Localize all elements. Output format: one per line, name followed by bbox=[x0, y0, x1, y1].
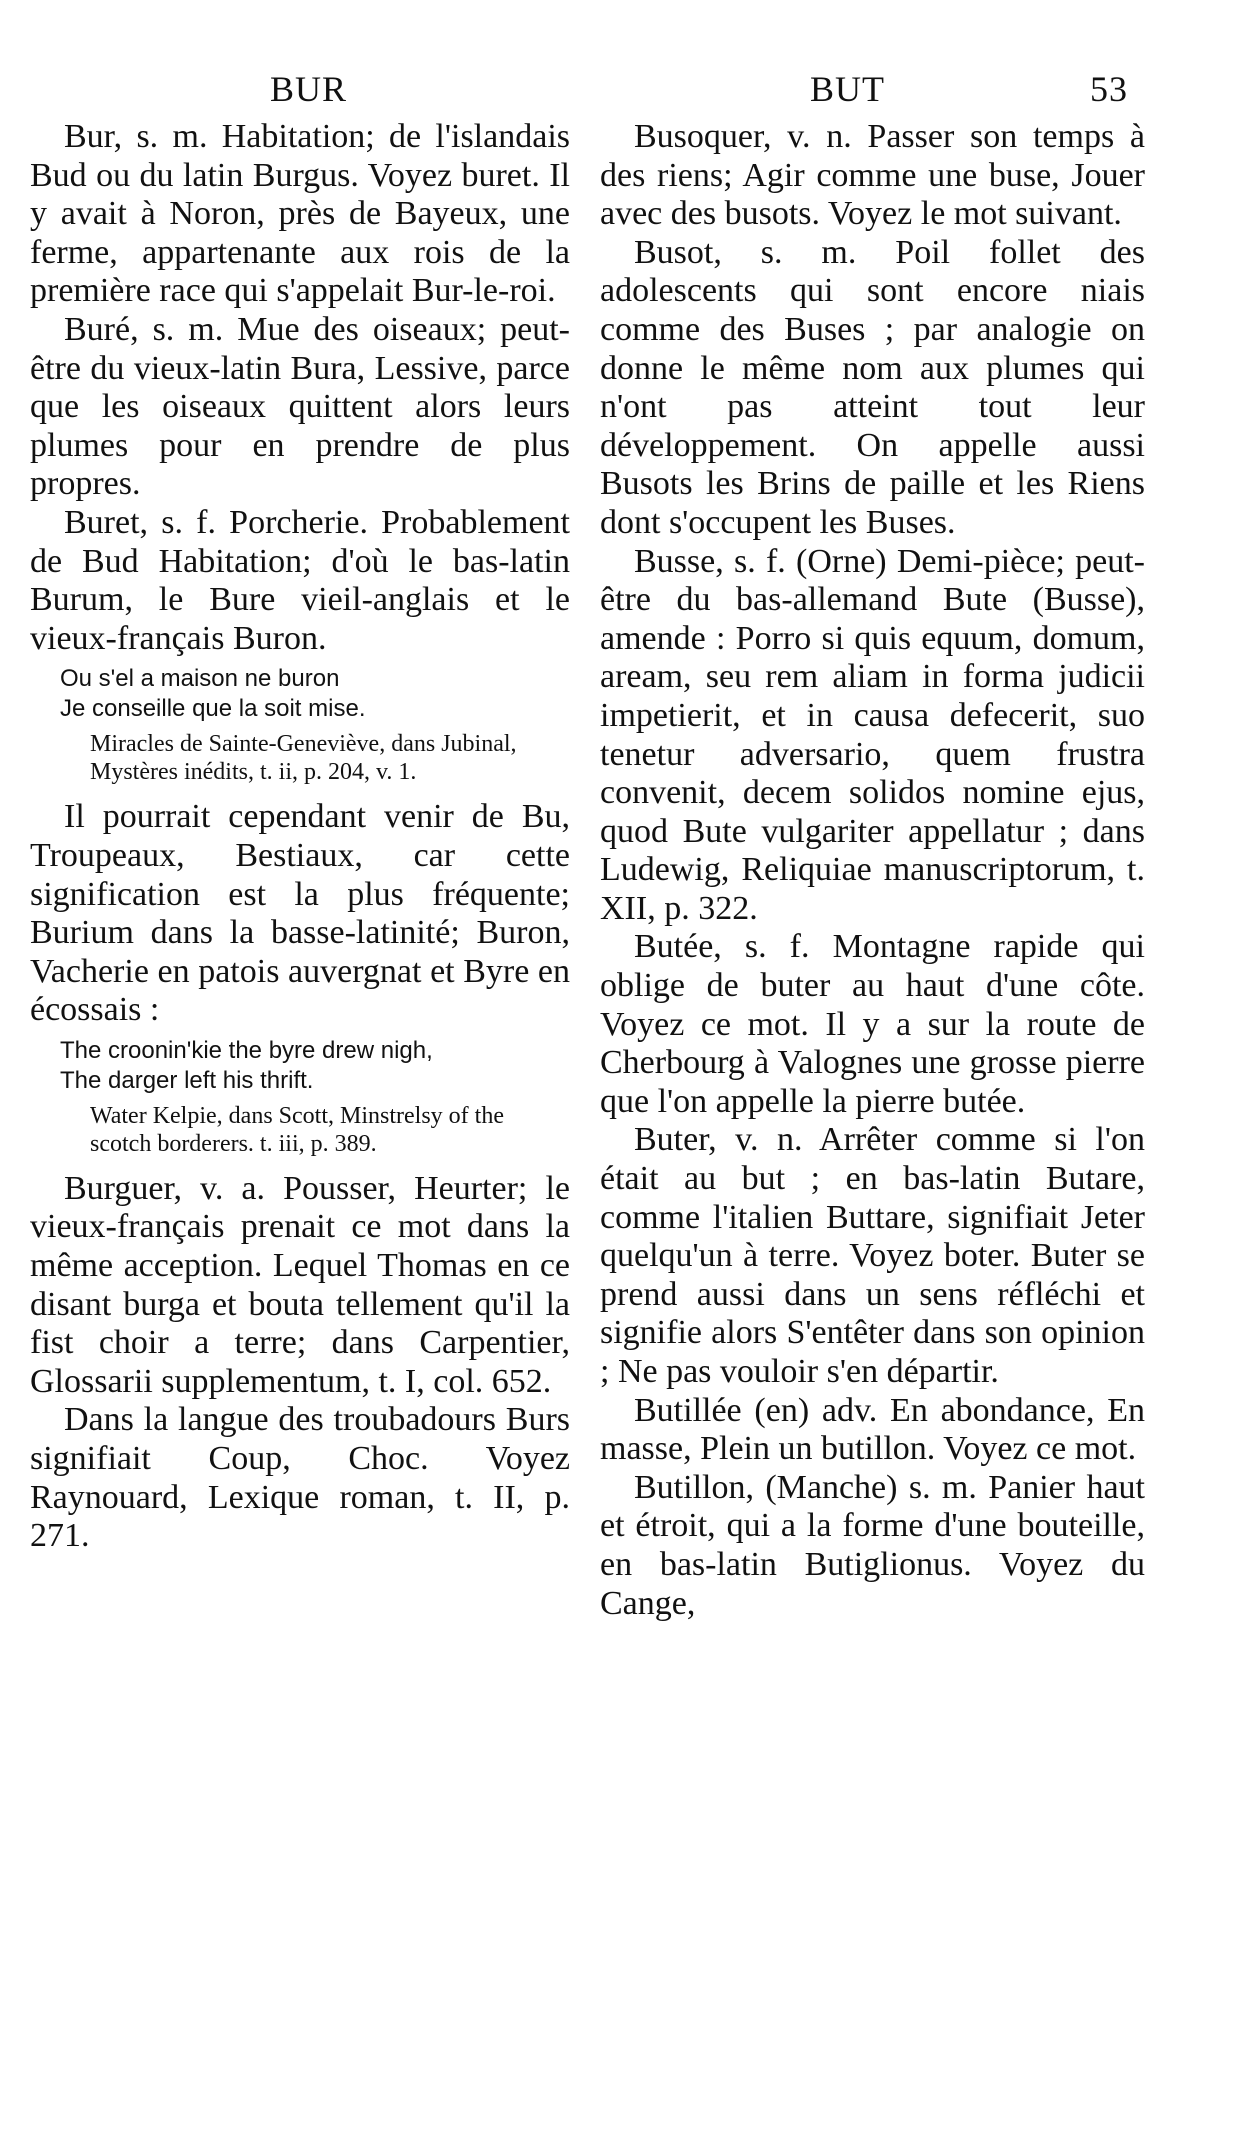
left-column bbox=[30, 118, 570, 1556]
entry-busse: Busse, s. f. (Orne) Demi-pièce; peut-être du bas-allemand Bute (Busse), amende : Porro si quis equum, domum, aream, seu rem aliam in forma judicii impetierit, et in causa defecerit, suo tenetur adversario, quem frustra convenit, decem solidos nomine ejus, quod Bute vulgariter appellatur ; dans Ludewig, Reliquiae manuscriptorum, t. XII, p. 322. bbox=[600, 542, 1145, 927]
quotation-old-french bbox=[60, 664, 570, 724]
entry-busoquer: Busoquer, v. n. Passer son temps à des riens; Agir comme une buse, Jouer avec des busots. Voyez le mot suivant. bbox=[600, 118, 1145, 233]
page-number: 53 bbox=[1090, 69, 1128, 109]
entry-buter: Buter, v. n. Arrêter comme si l'on était au but ; en bas-latin Butare, comme l'italien Buttare, signifiait Jeter quelqu'un à terre. Voyez boter. Buter se prend aussi dans un sens réfléchi et signifie alors S'entêter dans son opinion ; Ne pas vouloir s'en départir. bbox=[600, 1121, 1145, 1390]
entry-burs: Dans la langue des troubadours Burs signifiait Coup, Choc. Voyez Raynouard, Lexique roman, t. II, p. 271. bbox=[30, 1401, 570, 1555]
quote-line: The darger left his thrift. bbox=[60, 1066, 314, 1094]
entry-butillee: Butillée (en) adv. En abondance, En masse, Plein un butillon. Voyez ce mot. bbox=[600, 1391, 1145, 1468]
right-column bbox=[600, 118, 1145, 1623]
running-head-right: BUT bbox=[810, 69, 885, 109]
entry-busot: Busot, s. m. Poil follet des adolescents qui sont encore niais comme des Buses ; par analogie on donne le même nom aux plumes qui n'ont pas atteint tout leur développement. On appelle aussi Busots les Brins de paille et les Riens dont s'occupent les Buses. bbox=[600, 233, 1145, 541]
entry-burguer: Burguer, v. a. Pousser, Heurter; le vieux-français prenait ce mot dans la même acception. Lequel Thomas en ce disant burga et bouta tellement qu'il la fist choir a terre; dans Carpentier, Glossarii supplementum, t. I, col. 652. bbox=[30, 1169, 570, 1400]
citation-miracles: Miracles de Sainte-Geneviève, dans Jubinal, Mystères inédits, t. ii, p. 204, v. 1. bbox=[90, 731, 517, 786]
quote-line: Ou s'el a maison ne buron bbox=[60, 665, 340, 693]
citation-scott: Water Kelpie, dans Scott, Minstrelsy of the scotch borderers. t. iii, p. 389. bbox=[90, 1102, 504, 1157]
entry-buret: Buret, s. f. Porcherie. Probablement de Bud Habitation; d'où le bas-latin Burum, le Bure vieil-anglais et le vieux-français Buron. bbox=[30, 503, 570, 657]
quote-line: Je conseille que la soit mise. bbox=[60, 695, 366, 723]
entry-bur: Bur, s. m. Habitation; de l'islandais Bud ou du latin Burgus. Voyez buret. Il y avait à Noron, près de Bayeux, une ferme, appartenante aux rois de la première race qui s'appelait Bur-le-roi. bbox=[30, 118, 570, 310]
quotation-scots bbox=[60, 1036, 570, 1096]
entry-butee: Butée, s. f. Montagne rapide qui oblige de buter au haut d'une côte. Voyez ce mot. Il y a sur la route de Cherbourg à Valognes une grosse pierre que l'on appelle la pierre butée. bbox=[600, 928, 1145, 1120]
entry-buret-continued: Il pourrait cependant venir de Bu, Troupeaux, Bestiaux, car cette signification est la plus fréquente; Burium dans la basse-latinité; Buron, Vacherie en patois auvergnat et Byre en écossais : bbox=[30, 798, 570, 1029]
entry-bure: Buré, s. m. Mue des oiseaux; peut-être du vieux-latin Bura, Lessive, parce que les oiseaux quittent alors leurs plumes pour en prendre de plus propres. bbox=[30, 310, 570, 503]
running-head-left: BUR bbox=[270, 69, 348, 109]
quote-line: The croonin'kie the byre drew nigh, bbox=[60, 1036, 433, 1064]
entry-butillon: Butillon, (Manche) s. m. Panier haut et étroit, qui a la forme d'une bouteille, en bas-latin Butiglionus. Voyez du Cange, bbox=[600, 1468, 1145, 1622]
